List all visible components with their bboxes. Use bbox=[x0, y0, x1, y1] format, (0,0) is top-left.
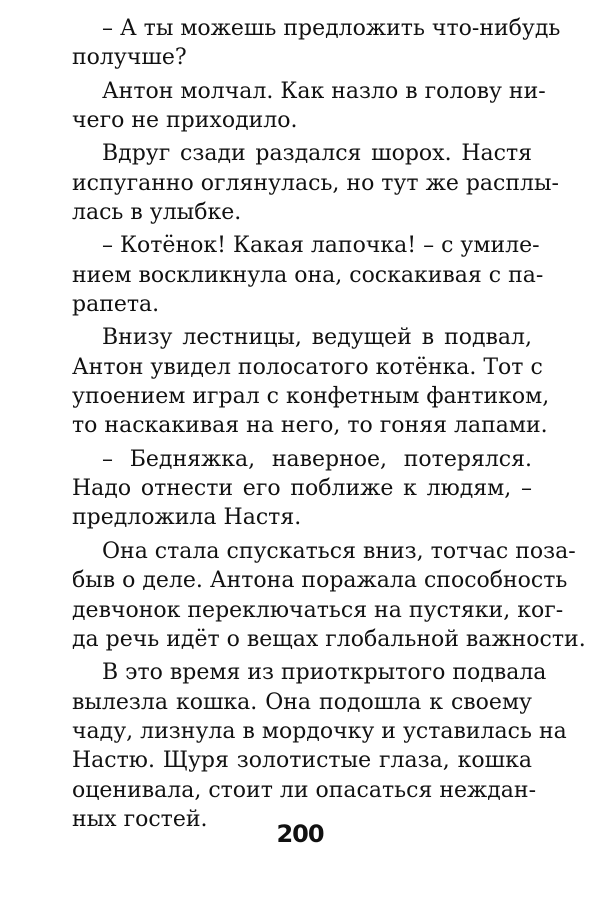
text-line: – А ты можешь предложить что-нибудь bbox=[102, 16, 561, 41]
text-line: чаду, лизнула в мордочку и уставилась на bbox=[72, 718, 567, 744]
text-line: Вдруг сзади раздался шорох. Настя bbox=[102, 141, 532, 167]
text-line: упоением играл с конфетным фантиком, bbox=[72, 384, 550, 410]
text-line: получше? bbox=[72, 45, 187, 71]
text-line: лась в улыбке. bbox=[72, 200, 242, 226]
text-line: ных гостей. bbox=[72, 807, 208, 833]
text-line: вылезла кошка. Она подошла к своему bbox=[72, 689, 532, 715]
text-line: чего не приходило. bbox=[72, 108, 298, 134]
text-line: быв о деле. Антона поражала способность bbox=[72, 568, 568, 594]
paragraph-8 bbox=[72, 658, 567, 834]
page-number: 200 bbox=[276, 820, 324, 848]
paragraph-1 bbox=[72, 14, 561, 73]
text-line: Внизу лестницы, ведущей в подвал, bbox=[102, 325, 532, 351]
paragraph-4 bbox=[72, 231, 544, 319]
text-line: испуганно оглянулась, но тут же расплы- bbox=[72, 170, 559, 196]
text-line: оценивала, стоит ли опасаться неждан- bbox=[72, 777, 536, 803]
text-line: В это время из приоткрытого подвала bbox=[102, 660, 547, 686]
book-page-text bbox=[72, 14, 586, 838]
text-line: Надо отнести его поближе к людям, – bbox=[72, 476, 532, 502]
text-line: да речь идёт о вещах глобальной важности. bbox=[72, 626, 586, 652]
text-line: Она стала спускаться вниз, тотчас поза- bbox=[102, 538, 576, 564]
text-line: Антон молчал. Как назло в голову ни- bbox=[102, 78, 546, 104]
text-line: Антон увидел полосатого котёнка. Тот с bbox=[72, 354, 543, 380]
paragraph-5 bbox=[72, 323, 550, 441]
paragraph-3 bbox=[72, 139, 559, 227]
text-line: Настю. Щуря золотистые глаза, кошка bbox=[72, 748, 532, 774]
paragraph-6 bbox=[72, 445, 532, 533]
text-line: рапета. bbox=[72, 292, 160, 318]
text-line: девчонок переключаться на пустяки, ког- bbox=[72, 597, 564, 623]
paragraph-2 bbox=[72, 77, 546, 136]
text-line: – Котёнок! Какая лапочка! – с умиле- bbox=[102, 233, 540, 259]
text-line: – Бедняжка, наверное, потерялся. bbox=[102, 446, 532, 472]
text-line: нием воскликнула она, соскакивая с па- bbox=[72, 262, 544, 288]
text-line: предложила Настя. bbox=[72, 505, 302, 531]
paragraph-7 bbox=[72, 537, 586, 655]
text-line: то наскакивая на него, то гоняя лапами. bbox=[72, 413, 548, 439]
